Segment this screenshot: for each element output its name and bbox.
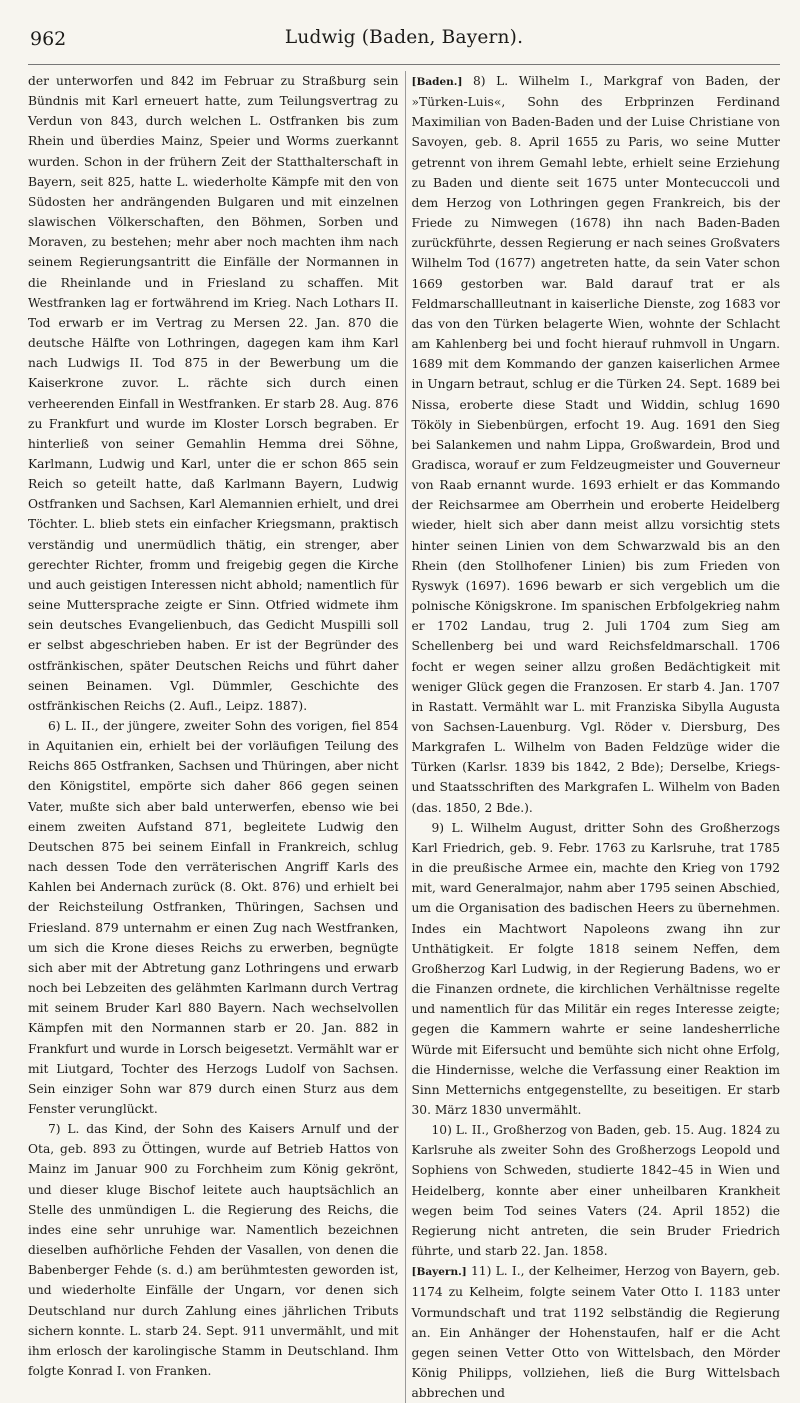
left-column	[28, 71, 399, 1403]
entry-ludwig-ii-grossherzog: 10) L. II., Großherzog von Baden, geb. 15. Aug. 1824 zu Karlsruhe als zweiter Sohn des Großherzogs Leopold und Sophiens von Schweden, studierte 1842–45 in Wien und Heidelberg, konnte aber einer unheilbaren Krankheit wegen beim Tod seines Vaters (24. April 1852) die Regierung nicht antreten, die sein Bruder Friedrich führte, und starb 22. Jan. 1858.	[411, 1123, 780, 1259]
entry-ludwig-i-der-kelheimer	[412, 1261, 781, 1403]
section-tag-baden: [Baden.]	[411, 76, 463, 88]
right-column	[412, 71, 781, 1403]
entry-text: 11) L. I., der Kelheimer, Herzog von Bayern, geb. 1174 zu Kelheim, folgte seinem Vater Otto I. 1183 unter Vormundschaft und trat 1192 selbständig die Regierung an. Ein Anhänger der Hohenstaufen, half er die Acht gegen seinen Vetter Otto von Wittelsbach, den Mörder König Philipps, vollziehen, ließ die Burg Wittelsbach abbrechen und	[411, 1264, 780, 1401]
entry-ludwig-wilhelm-august: 9) L. Wilhelm August, dritter Sohn des Großherzogs Karl Friedrich, geb. 9. Febr. 1763 zu Karlsruhe, trat 1785 in die preußische Armee ein, machte den Krieg von 1792 mit, ward Generalmajor, nahm aber 1795 seinen Abschied, um die Organisation des badischen Heers zu übernehmen. Indes ein Machtwort Napoleons zwang ihn zur Unthätigkeit. Er folgte 1818 seinem Neffen, dem Großherzog Karl Ludwig, in der Regierung Badens, wo er die Finanzen ordnete, die kirchlichen Verhältnisse regelte und namentlich für das Militär ein reges Interesse zeigte; gegen die Kammern wahrte er seine landesherrliche Würde mit Eifersucht und bemühte sich nicht ohne Erfolg, die Hindernisse, welche die Verfassung einer Reaktion im Sinn Metternichs entgegenstellte, zu beseitigen. Er starb 30. März 1830 unvermählt.	[411, 820, 780, 1117]
page-header	[28, 26, 780, 65]
running-head: Ludwig (Baden, Bayern).	[284, 27, 524, 48]
entry-ludwig-wilhelm-i-baden	[412, 71, 781, 818]
column-divider	[405, 71, 406, 1403]
entry-continuation-ludwig-der-deutsche: der unterworfen und 842 im Februar zu Straßburg sein Bündnis mit Karl erneuert hatte, zum Teilungsvertrag zu Verdun von 843, durch welchen L. Ostfranken bis zum Rhein und überdies Mainz, Speier und Worms zuerkannt wurden. Schon in der frühern Zeit der Statthalterschaft in Bayern, seit 825, hatte L. wiederholte Kämpfe mit den von Südosten her andrängenden Bulgaren und mit einzelnen slawischen Völkerschaften, den Böhmen, Sorben und Moraven, zu bestehen; mehr aber noch machten ihm nach seinem Regierungsantritt die Einfälle der Normannen in die Rheinlande und in Friesland zu schaffen. Mit Westfranken lag er fortwährend im Krieg. Nach Lothars II. Tod erwarb er im Vertrag zu Mersen 22. Jan. 870 die deutsche Hälfte von Lothringen, dagegen kam ihm Karl nach Ludwigs II. Tod 875 in der Bewerbung um die Kaiserkrone zuvor. L. rächte sich durch einen verheerenden Einfall in Westfranken. Er starb 28. Aug. 876 zu Frankfurt und wurde im Kloster Lorsch begraben. Er hinterließ von seiner Gemahlin Hemma drei Söhne, Karlmann, Ludwig und Karl, unter die er schon 865 sein Reich so geteilt hatte, daß Karlmann Bayern, Ludwig Ostfranken und Sachsen, Karl Alemannien erhielt, und drei Töchter. L. blieb stets ein einfacher Kriegsmann, praktisch verständig und unermüdlich thätig, ein strenger, aber gerechter Richter, fromm und freigebig gegen die Kirche und auch geistigen Interessen nicht abhold; namentlich für seine Muttersprache zeigte er Sinn. Otfried widmete ihm sein deutsches Evangelienbuch, das Gedicht Muspilli soll er selbst abgeschrieben haben. Er ist der Begründer des ostfränkischen, später Deutschen Reichs und führt daher seinen Beinamen. Vgl. Dümmler, Geschichte des ostfränkischen Reichs (2. Aufl., Leipz. 1887).	[28, 74, 399, 713]
entry-ludwig-das-kind: 7) L. das Kind, der Sohn des Kaisers Arnulf und der Ota, geb. 893 zu Öttingen, wurde auf Betrieb Hattos von Mainz im Januar 900 zu Forchheim zum König gekrönt, und dieser kluge Bischof leitete auch hauptsächlich an Stelle des unmündigen L. die Regierung des Reichs, die indes eine sehr unruhige war. Namentlich bezeichnen dieselben aufhörliche Fehden der Vasallen, von denen die Babenberger Fehde (s. d.) am berühmtesten geworden ist, und wiederholte Einfälle der Ungarn, vor denen sich Deutschland nur durch Zahlung eines jährlichen Tributs sichern konnte. L. starb 24. Sept. 911 unvermählt, und mit ihm erlosch der karolingische Stamm in Deutschland. Ihm folgte Konrad I. von Franken.	[28, 1122, 399, 1378]
text-columns	[28, 71, 780, 1403]
entry-text: 8) L. Wilhelm I., Markgraf von Baden, der »Türken-Luis«, Sohn des Erbprinzen Ferdinand Maximilian von Baden-Baden und der Luise Christiane von Savoyen, geb. 8. April 1655 zu Paris, wo seine Mutter getrennt von ihrem Gemahl lebte, erhielt seine Erziehung zu Baden und diente seit 1675 unter Montecuccoli und dem Herzog von Lothringen gegen Frankreich, bis der Friede zu Nimwegen (1678) ihn nach Baden-Baden zurückführte, dessen Regierung er nach seines Großvaters Wilhelm Tod (1677) angetreten hatte, da sein Vater schon 1669 gestorben war. Bald darauf trat er als Feldmarschallleutnant in kaiserliche Dienste, zog 1683 vor das von den Türken belagerte Wien, wohnte der Schlacht am Kahlenberg bei und focht hierauf ruhmvoll in Ungarn. 1689 mit dem Kommando der ganzen kaiserlichen Armee in Ungarn betraut, schlug er die Türken 24. Sept. 1689 bei Nissa, eroberte diese Stadt und Widdin, schlug 1690 Tököly in Siebenbürgen, erfocht 19. Aug. 1691 den Sieg bei Salankemen und nahm Lippa, Großwardein, Brod und Gradisca, worauf er zum Feldzeugmeister und Gouverneur von Raab ernannt wurde. 1693 erhielt er das Kommando der Reichsarmee am Oberrhein und eroberte Heidelberg wieder, hielt sich aber dann meist allzu vorsichtig stets hinter seinen Linien von dem Schwarzwald bis an den Rhein (den Stollhofener Linien) bis zum Frieden von Ryswyk (1697). 1696 bewarb er sich vergeblich um die polnische Königskrone. Im spanischen Erbfolgekrieg nahm er 1702 Landau, trug 2. Juli 1704 zum Sieg am Schellenberg bei und ward Reichsfeldmarschall. 1706 focht er wegen seiner allzu großen Bedächtigkeit mit weniger Glück gegen die Franzosen. Er starb 4. Jan. 1707 in Rastatt. Vermählt war L. mit Franziska Sibylla Augusta von Sachsen-Lauenburg. Vgl. Röder v. Diersburg, Des Markgrafen L. Wilhelm von Baden Feldzüge wider die Türken (Karlsr. 1839 bis 1842, 2 Bde); Derselbe, Kriegs- und Staatsschriften des Markgrafen L. Wilhelm von Baden (das. 1850, 2 Bde.).	[411, 74, 780, 815]
page-number: 962	[30, 28, 67, 50]
entry-ludwig-ii-der-juengere: 6) L. II., der jüngere, zweiter Sohn des vorigen, fiel 854 in Aquitanien ein, erhielt bei der vorläufigen Teilung des Reichs 865 Ostfranken, Sachsen und Thüringen, aber nicht den Königstitel, empörte sich daher 866 gegen seinen Vater, mußte sich aber bald unterwerfen, ebenso wie bei einem zweiten Aufstand 871, begleitete Ludwig den Deutschen 875 bei seinem Einfall in Frankreich, schlug nach dessen Tode den verräterischen Angriff Karls des Kahlen bei Andernach zurück (8. Okt. 876) und erhielt bei der Reichsteilung Ostfranken, Thüringen, Sachsen und Friesland. 879 unternahm er einen Zug nach Westfranken, um sich die Krone dieses Reichs zu erwerben, begnügte sich aber mit der Abtretung ganz Lothringens und erwarb noch bei Lebzeiten des gelähmten Karlmann durch Vertrag mit seinem Bruder Karl 880 Bayern. Nach wechselvollen Kämpfen mit den Normannen starb er 20. Jan. 882 in Frankfurt und wurde in Lorsch beigesetzt. Vermählt war er mit Liutgard, Tochter des Herzogs Ludolf von Sachsen. Sein einziger Sohn war 879 durch einen Sturz aus dem Fenster verunglückt.	[28, 719, 399, 1116]
section-tag-bayern: [Bayern.]	[411, 1266, 467, 1279]
